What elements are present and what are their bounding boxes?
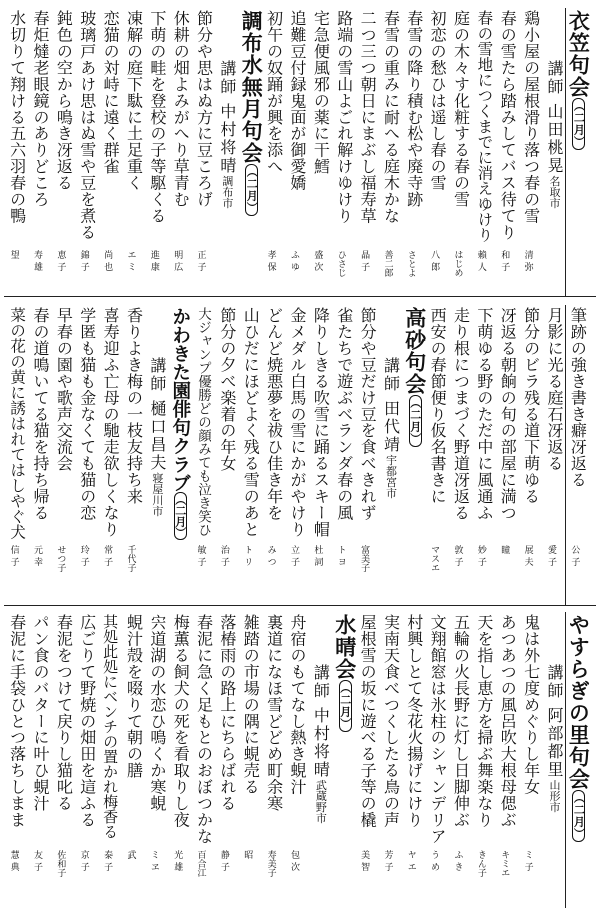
haiku-text: 大ジャンプ優勝どの顔みても泣き笑ひ [195, 307, 212, 537]
haiku-text: 五輪の火長野に灯し日脚伸ぶ [451, 614, 471, 828]
haiku-text: 春泥をつけて戻りし猫叱る [54, 614, 74, 812]
haiku-author: 友 子 [32, 850, 43, 871]
block-title: 高砂句会（二月） [402, 307, 427, 445]
haiku-author: 展 夫 [522, 545, 533, 566]
haiku-author: 京 子 [78, 850, 89, 871]
block-month: （二月） [245, 166, 259, 214]
haiku-author: 進 康 [148, 250, 159, 271]
divider [565, 305, 566, 605]
haiku-author: 百合江 [195, 850, 206, 877]
haiku-text: 天を指し恵方を掃ぶ舞楽なり [474, 614, 494, 828]
haiku-author: 玲 子 [78, 545, 89, 566]
haiku-author: 芳 子 [382, 850, 393, 871]
haiku-author: 盛 次 [312, 250, 323, 271]
block-month: （二月） [408, 397, 422, 445]
haiku-author: エ ミ [125, 250, 136, 271]
haiku-author: 包 次 [289, 850, 299, 871]
haiku-text: 月影に光る庭石冴返る [544, 307, 564, 472]
haiku-author: 光 雄 [172, 850, 183, 871]
haiku-text: 初午の奴踊が興を添へ [264, 10, 284, 175]
haiku-text: 山ひだにほどよく残る雪のあと [241, 307, 261, 538]
haiku-author: 清 弥 [522, 250, 533, 271]
haiku-author: 富美子 [359, 545, 370, 572]
haiku-text: 節分や豆だけ豆を食べきれず [358, 307, 378, 521]
haiku-author: ふ ゆ [289, 250, 299, 271]
haiku-text: 春泥に急く足もとのおぼつかな [194, 614, 214, 845]
block-teacher: 講師 中村将晴調布市 [217, 60, 237, 209]
block-month: （二月） [338, 682, 352, 730]
haiku-author: 杜 詞 [312, 545, 323, 566]
block-teacher: 講師 樋口昌夫寝屋川市 [147, 357, 167, 517]
haiku-author: 尚 也 [102, 250, 113, 271]
haiku-author: 元 幸 [32, 545, 43, 566]
haiku-author: 賴 人 [475, 250, 486, 271]
haiku-text: どんど焼悪夢を祓ひ佳き年を [264, 307, 284, 521]
haiku-text: 落椿雨の路上にちらばれる [217, 614, 237, 812]
haiku-author: 美 智 [359, 850, 370, 871]
haiku-author: せつ子 [55, 545, 66, 572]
haiku-text: 宅急便風邪の薬に干鱈 [311, 10, 331, 175]
haiku-text: 西安の春節便り仮名書きに [428, 307, 448, 505]
haiku-text: 冴返る朝餉の旬の部屋に満つ [498, 307, 518, 521]
block-location: 山形市 [547, 779, 561, 813]
haiku-text: 筆跡の強き書き癖冴返る [568, 307, 588, 488]
haiku-author: ト ヨ [335, 545, 346, 566]
haiku-text: 鬼は外七度めぐりし年女 [521, 614, 541, 795]
block-location: 寝屋川市 [150, 472, 164, 517]
haiku-text: 路端の雪山よごれ解けゆけり [334, 10, 354, 224]
haiku-text: 香りよき梅の一枝友持ち来 [124, 307, 144, 505]
block-title: やすらぎの里句会（二月） [566, 614, 591, 840]
haiku-author: 慧 典 [8, 850, 19, 871]
haiku-author: 晶 子 [359, 250, 370, 271]
block-title: 衣笠句会（二月） [566, 10, 591, 148]
haiku-text: 春炬燵老眼鏡のありどころ [31, 10, 51, 208]
block-teacher: 講師 田代靖宇都宮市 [381, 357, 401, 499]
haiku-text: 宍道湖の水恋ひ鳴くか寒蜆 [147, 614, 167, 812]
haiku-text: 雑踏の市場の隅に蜆売る [241, 614, 261, 795]
haiku-author: 千代子 [125, 545, 136, 572]
block-month: （二月） [572, 792, 586, 840]
haiku-text: 恋猫の対峙に遠く群雀 [101, 10, 121, 175]
divider [4, 605, 596, 606]
haiku-text: 春雪の降り積む松や廃寺跡 [404, 10, 424, 208]
haiku-author: ヤ エ [405, 850, 416, 871]
haiku-author: 善二郎 [382, 250, 393, 277]
haiku-author: 和 子 [499, 250, 510, 271]
haiku-text: 喜寿迎ふ亡母の馳走欲しくなり [101, 307, 121, 538]
haiku-text: パン食のバターに叶ひ蜆汁 [31, 614, 51, 812]
haiku-text: 舟宿のもてなし熱き蜆汁 [288, 614, 307, 795]
haiku-author: きん子 [475, 850, 486, 877]
haiku-text: 追難豆付録鬼面が御愛嬌 [288, 10, 307, 191]
haiku-author: 治 子 [218, 545, 229, 566]
haiku-author: 静 子 [218, 850, 229, 871]
haiku-author: 愛 子 [545, 545, 556, 566]
haiku-author: はじめ [452, 250, 463, 277]
haiku-text: 村興しとて冬花火揚げにけり [404, 614, 424, 828]
haiku-author: う め [429, 850, 440, 871]
haiku-author: 武 [125, 850, 136, 859]
haiku-text: 節分や思はぬ方に豆ころげ [194, 10, 214, 208]
haiku-author: 佐和子 [55, 850, 66, 877]
haiku-text: 実南天食べつくしたる鳥の声 [381, 614, 401, 828]
block-teacher: 講師 阿部都里山形市 [544, 664, 564, 813]
block-location: 調布市 [220, 175, 234, 209]
haiku-author: ミ ヱ [148, 850, 159, 871]
haiku-author: 常 子 [102, 545, 113, 566]
haiku-author: 孝 保 [265, 250, 276, 271]
haiku-text: 走り根につまづく野道冴返る [451, 307, 471, 521]
haiku-author: 寿 雄 [32, 250, 43, 271]
block-title: 水晴会（二月） [332, 614, 357, 730]
haiku-text: 春泥に手袋ひとつ落ちしまま [7, 614, 27, 828]
block-teacher: 講師 中村将晴武蔵野市 [311, 664, 331, 824]
haiku-text: 春の雪地につくまでに消えゆけり [475, 10, 494, 243]
block-location: 武蔵野市 [314, 779, 328, 824]
haiku-author: 八 郎 [429, 250, 440, 271]
haiku-text: 初恋の愁ひは遥し春の雪 [428, 10, 448, 191]
haiku-author: 敏 子 [195, 545, 206, 566]
haiku-author: ミ 子 [522, 850, 533, 871]
haiku-text: 其処此処にベンチの置かれ梅香る [101, 614, 120, 839]
block-title: 調布水無月句会（二月） [239, 10, 264, 214]
haiku-author: さとよ [405, 250, 416, 277]
haiku-text: 下萌の畦を登校の子等駆くる [147, 10, 167, 224]
block-title: かわきた園俳句クラブ（二月） [169, 307, 191, 538]
haiku-text: 裏道になほ雪どどめ町余寒 [264, 614, 284, 812]
block-teacher: 講師 山田桃晃名取市 [544, 60, 564, 209]
haiku-author: 公 子 [569, 545, 580, 566]
haiku-text: 広ごりて野焼の畑田を這ふる [77, 614, 97, 828]
divider [4, 296, 596, 297]
haiku-text: 水切りて翔ける五六羽春の鴨 [7, 10, 27, 224]
haiku-text: 春の雪たら踏みしてバス待てり [498, 10, 518, 241]
haiku-text: 梅薫る飼犬の死を看取りし夜 [171, 614, 191, 828]
haiku-author: ひさじ [335, 250, 346, 277]
block-location: 名取市 [547, 175, 561, 209]
haiku-text: 下萌ゆる野のただ中に風通ふ [474, 307, 494, 521]
haiku-text: 凍解の庭下駄に土足重く [124, 10, 144, 191]
haiku-author: マスエ [429, 545, 440, 572]
haiku-text: 二つ三つ朝日にまぶし福寿草 [358, 10, 378, 224]
haiku-text: 文翔館窓は氷柱のシャンデリア [428, 614, 448, 845]
haiku-author: 瞳 [499, 545, 510, 554]
haiku-author: 昭 [242, 850, 253, 859]
haiku-text: 庭の木々す化粧する春の雪 [451, 10, 471, 208]
haiku-author: キミエ [499, 850, 510, 877]
haiku-text: 節分の夕べ楽着の年女 [217, 307, 237, 472]
haiku-author: 正 子 [195, 250, 206, 271]
haiku-author: ト リ [242, 545, 253, 566]
haiku-author: 信 子 [8, 545, 19, 566]
haiku-author: み つ [265, 545, 276, 566]
haiku-text: 降りしきる吹雪に踊るスキー帽 [311, 307, 331, 538]
haiku-author: 恵 子 [55, 250, 66, 271]
haiku-text: 春雪の重みに耐へる庭木かな [381, 10, 401, 224]
haiku-text: 春の道鳴いてる猫を持ち帰る [31, 307, 51, 521]
haiku-text: 蜆汁殻を啜りて朝の膳 [124, 614, 144, 779]
haiku-author: 泰 子 [102, 850, 113, 871]
haiku-text: 鶏小屋の屋根滑り落つ春の雪 [521, 10, 541, 224]
haiku-text: 菜の花の黄に誘はれてはしやぐ犬 [8, 307, 27, 540]
haiku-text: あつあつの風呂吹大根母偲ぶ [498, 614, 518, 828]
haiku-text: 学匿も猫も金なくても猫の恋 [77, 307, 97, 521]
haiku-text: 金メダル白馬の雪にかがやけり [288, 307, 307, 538]
haiku-text: 休耕の畑よみがへり草青む [171, 10, 191, 208]
block-location: 宇都宮市 [384, 454, 398, 499]
block-month: （二月） [572, 100, 586, 148]
haiku-text: 早春の園や歌声交流会 [54, 307, 74, 472]
block-month: （二月） [173, 494, 187, 538]
haiku-author: 妙 子 [475, 545, 486, 566]
haiku-author: 敦 子 [452, 545, 463, 566]
haiku-author: 立 子 [289, 545, 299, 566]
haiku-author: ふ き [452, 850, 463, 871]
haiku-text: 雀たちで遊ぶベランダ春の風 [334, 307, 354, 521]
haiku-text: 屋根雪の坂に遊べる子等の橇 [358, 614, 378, 828]
haiku-text: 玻璃戸あけ思はぬ雪や豆を煮る [77, 10, 97, 241]
haiku-author: 寿美子 [265, 850, 276, 877]
haiku-author: 望 [8, 250, 19, 259]
haiku-text: 鈍色の空から鳴き冴返る [54, 10, 74, 191]
haiku-text: 節分のビラ残る道下萌ゆる [521, 307, 541, 505]
haiku-author: 錦 子 [78, 250, 89, 271]
haiku-author: 明 広 [172, 250, 183, 271]
